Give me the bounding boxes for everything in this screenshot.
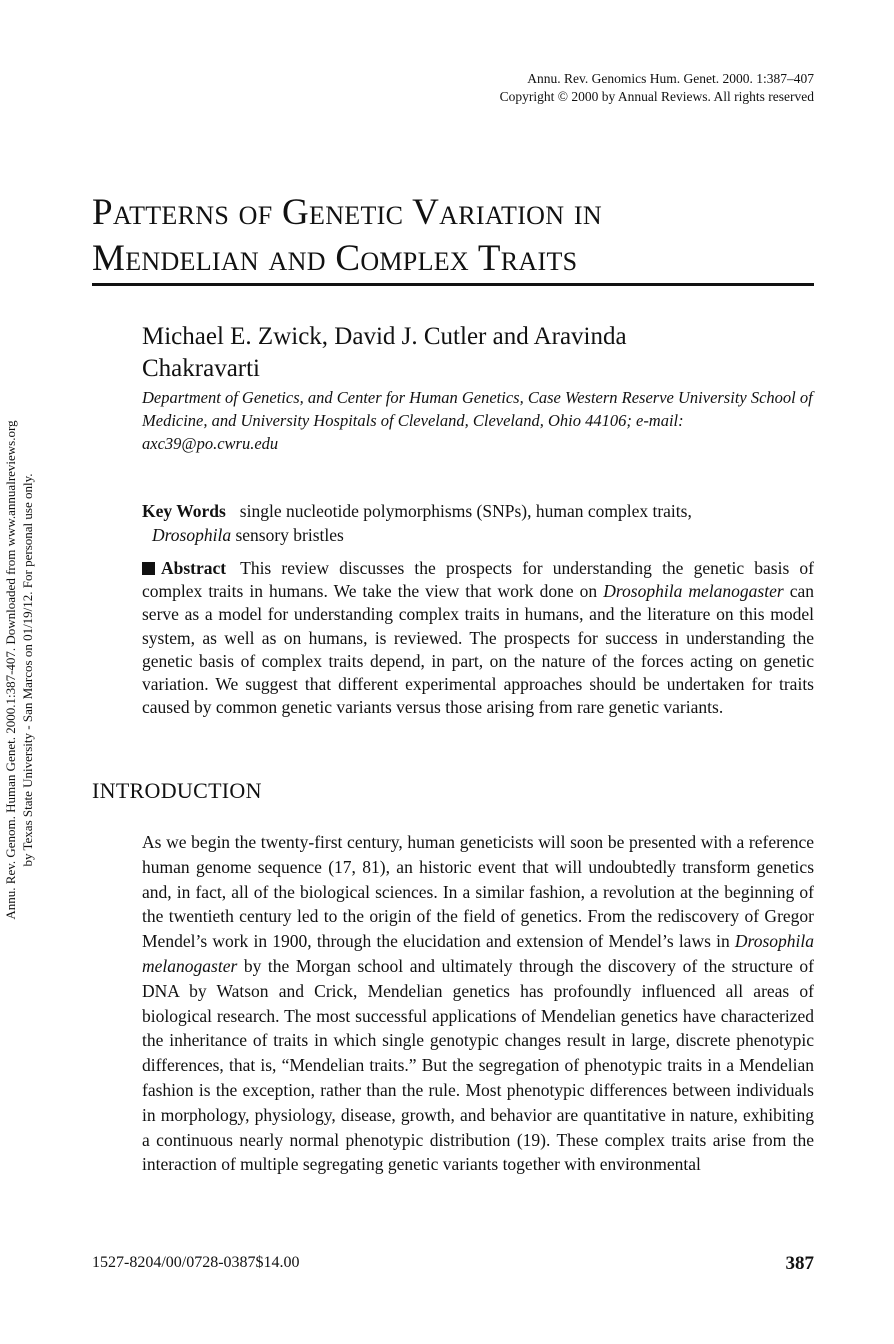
intro-text-2: by the Morgan school and ultimately through the discovery of the structure of DNA by Watson and Crick, Mendelian genetics has profoundly influenced all areas of biological research. The most successful applications of Mendelian genetics have characterized the inheritance of traits in which single genotypic changes result in large, discrete phenotypic differences, that is, “Mendelian traits.” But the segregation of phenotypic traits in a Mendelian fashion is the exception, rather than the rule. Most phenotypic differences between individuals in morphology, physiology, disease, growth, and behavior are quantitative in nature, exhibiting a continuous nearly normal phenotypic distribution (19). These complex traits arise from the interaction of multiple segregating genetic variants together with environmental [142, 955, 814, 1175]
article-code: 1527-8204/00/0728-0387$14.00 [92, 1254, 300, 1271]
keywords-text: single nucleotide polymorphisms (SNPs), human complex traits, [239, 501, 692, 521]
abstract-text: This review discusses the prospects for understanding the genetic basis of complex traits in humans. We take the view that work done on [142, 558, 814, 602]
abstract-square-icon [142, 562, 155, 575]
journal-citation: Annu. Rev. Genomics Hum. Genet. 2000. 1:387–407 [527, 71, 814, 86]
introduction-paragraph [142, 830, 814, 1177]
copyright-notice: Copyright © 2000 by Annual Reviews. All rights reserved [499, 89, 814, 104]
keywords-label: Key Words [142, 501, 226, 521]
title-divider [92, 283, 814, 286]
keywords-italic-term: Drosophila [152, 524, 232, 545]
abstract-species: Drosophila melanogaster [603, 581, 784, 602]
watermark-line-2: by Texas State University - San Marcos on 01/19/12. For personal use only. [20, 473, 35, 867]
author-affiliation: Department of Genetics, and Center for Human Genetics, Case Western Reserve University School of Medicine, and University Hospitals of Cleveland, Cleveland, Ohio 44106; e-mail: axc39@po.cwru.edu [142, 388, 813, 453]
abstract-label: Abstract [161, 558, 227, 578]
article-title [92, 190, 814, 282]
title-line-1: Patterns of Genetic Variation in [92, 192, 602, 233]
journal-reference [500, 70, 814, 106]
page-number: 387 [785, 1253, 814, 1274]
intro-species: Drosophila melanogaster [142, 931, 814, 976]
intro-text: As we begin the twenty-first century, human geneticists will soon be presented with a reference human genome sequence (17, 81), an historic event that will undoubtedly transform genetics and, in fact, all of the biological sciences. In a similar fashion, a revolution at the beginning of the twentieth century led to the origin of the field of genetics. From the rediscovery of Gregor Mendel’s work in 1900, through the elucidation and extension of Mendel’s laws in [142, 832, 814, 952]
abstract-text-2: can serve as a model for understanding complex traits in humans, and the literature on this model system, as well as on humans, is reviewed. The prospects for success in understanding the genetic basis of complex traits depend, in part, on the nature of the forces acting on genetic variation. We suggest that different experimental approaches should be undertaken for traits caused by common genetic variants versus those arising from rare genetic variants. [142, 581, 815, 718]
abstract [142, 557, 814, 719]
download-watermark [2, 340, 46, 1000]
author-list: Michael E. Zwick, David J. Cutler and Aravinda Chakravarti [142, 323, 627, 382]
watermark-line-1: Annu. Rev. Genom. Human Genet. 2000.1:387-407. Downloaded from www.annualreviews.org [3, 420, 18, 920]
keywords-text-2: sensory bristles [231, 524, 344, 545]
keywords [142, 500, 814, 547]
title-line-2: Mendelian and Complex Traits [92, 238, 578, 279]
section-heading-introduction: INTRODUCTION [92, 778, 262, 803]
